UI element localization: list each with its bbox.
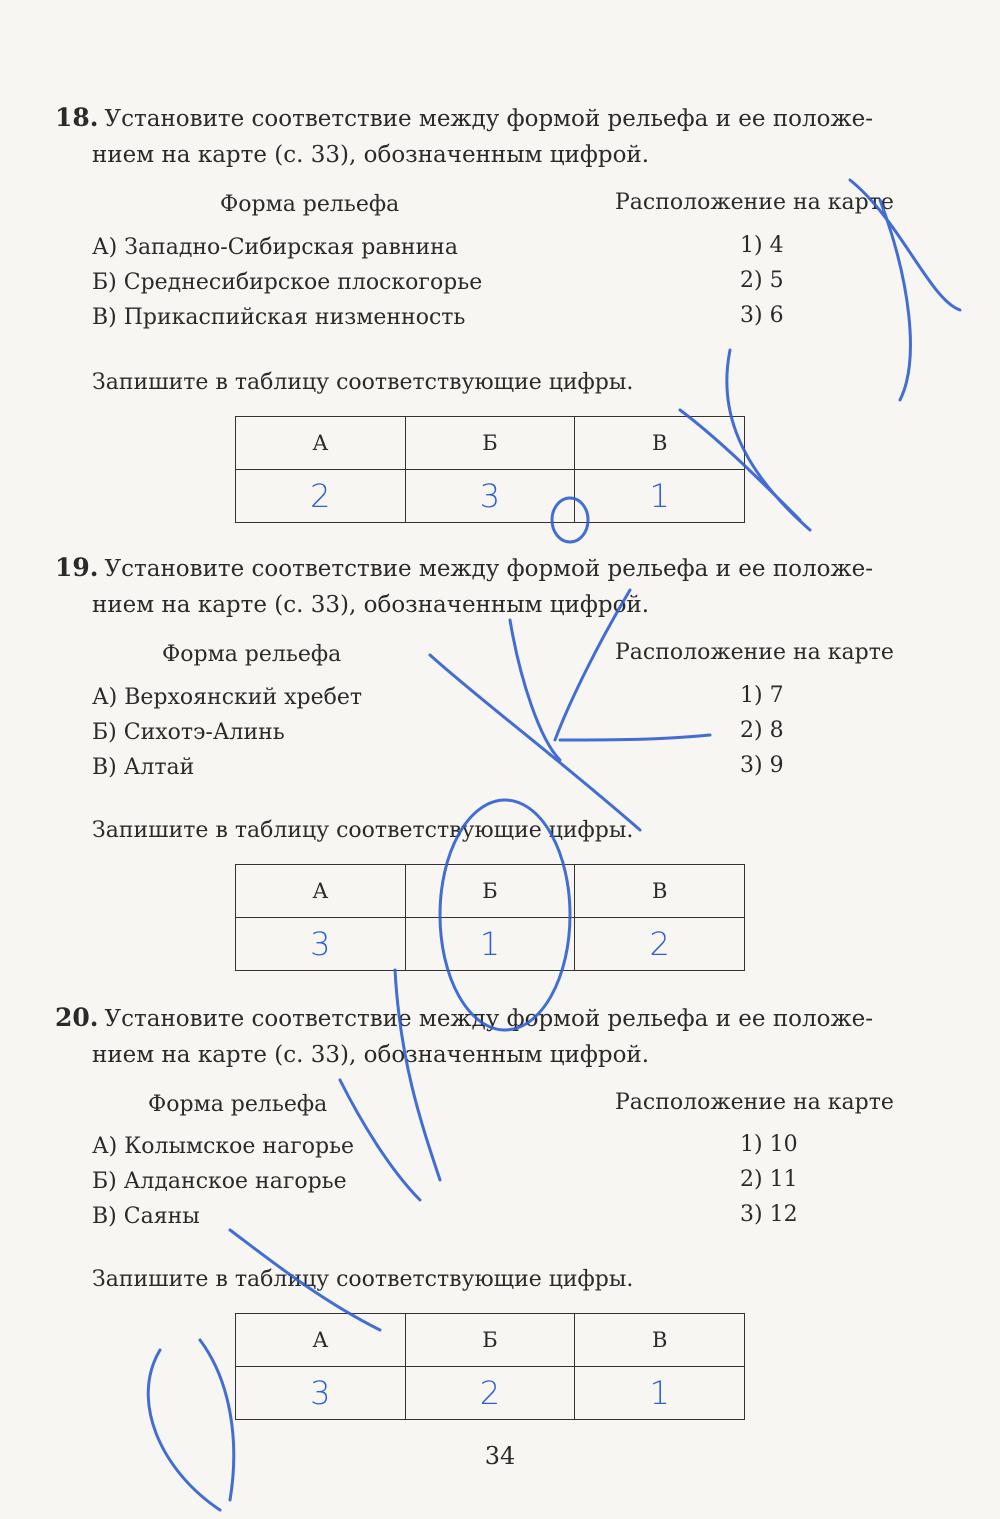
left-column-title: Форма рельефа [220, 192, 400, 217]
left-item: Б) Среднесибирское плоскогорье [92, 270, 483, 295]
table-header: А [236, 417, 406, 470]
right-item: 3) 9 [740, 753, 784, 778]
answer-cell[interactable]: 1 [575, 470, 745, 523]
answer-cell[interactable]: 2 [575, 918, 745, 971]
table-header: Б [405, 1314, 575, 1367]
right-item: 3) 6 [740, 303, 784, 328]
task-number: 19. [55, 553, 99, 582]
instruction-text: Запишите в таблицу соответствующие цифры. [92, 370, 634, 395]
table-header: В [575, 865, 745, 918]
table-header: А [236, 1314, 406, 1367]
right-column-title: Расположение на карте [615, 640, 894, 665]
answer-cell[interactable]: 3 [405, 470, 575, 523]
left-item: А) Колымское нагорье [92, 1134, 355, 1159]
task-text-line2: нием на карте (с. 33), обозначенным цифрой. [92, 1042, 650, 1068]
task-number: 20. [55, 1003, 99, 1032]
answer-cell[interactable]: 2 [405, 1367, 575, 1420]
left-item: А) Западно-Сибирская равнина [92, 235, 458, 260]
left-item: Б) Алданское нагорье [92, 1169, 347, 1194]
task-19 [55, 550, 935, 623]
right-item: 1) 7 [740, 683, 784, 708]
right-item: 2) 5 [740, 268, 784, 293]
left-item: А) Верхоянский хребет [92, 685, 363, 710]
answer-cell[interactable]: 3 [236, 1367, 406, 1420]
task-text-line1: Установите соответствие между формой рельефа и ее положе- [104, 556, 874, 582]
instruction-text: Запишите в таблицу соответствующие цифры. [92, 818, 634, 843]
task-20 [55, 1000, 935, 1073]
right-column-title: Расположение на карте [615, 1090, 894, 1115]
answer-table [235, 416, 745, 523]
right-item: 2) 11 [740, 1167, 798, 1192]
right-item: 2) 8 [740, 718, 784, 743]
answer-cell[interactable]: 3 [236, 918, 406, 971]
task-text-line2: нием на карте (с. 33), обозначенным цифрой. [92, 142, 650, 168]
answer-cell[interactable]: 2 [236, 470, 406, 523]
task-18 [55, 100, 935, 173]
left-item: В) Прикаспийская низменность [92, 305, 466, 330]
answer-table [235, 1313, 745, 1420]
right-item: 1) 10 [740, 1132, 798, 1157]
left-item: В) Алтай [92, 755, 195, 780]
left-column-title: Форма рельефа [148, 1092, 328, 1117]
answer-cell[interactable]: 1 [405, 918, 575, 971]
task-text-line1: Установите соответствие между формой рельефа и ее положе- [104, 106, 874, 132]
table-header: Б [405, 865, 575, 918]
right-column-title: Расположение на карте [615, 190, 894, 215]
task-text-line2: нием на карте (с. 33), обозначенным цифрой. [92, 592, 650, 618]
answer-table [235, 864, 745, 971]
left-item: Б) Сихотэ-Алинь [92, 720, 285, 745]
page-number: 34 [484, 1442, 516, 1470]
right-item: 1) 4 [740, 233, 784, 258]
table-header: В [575, 417, 745, 470]
task-number: 18. [55, 103, 99, 132]
table-header: В [575, 1314, 745, 1367]
left-column-title: Форма рельефа [162, 642, 342, 667]
right-item: 3) 12 [740, 1202, 798, 1227]
table-header: А [236, 865, 406, 918]
left-item: В) Саяны [92, 1204, 200, 1229]
table-header: Б [405, 417, 575, 470]
instruction-text: Запишите в таблицу соответствующие цифры. [92, 1267, 634, 1292]
task-text-line1: Установите соответствие между формой рельефа и ее положе- [104, 1006, 874, 1032]
answer-cell[interactable]: 1 [575, 1367, 745, 1420]
